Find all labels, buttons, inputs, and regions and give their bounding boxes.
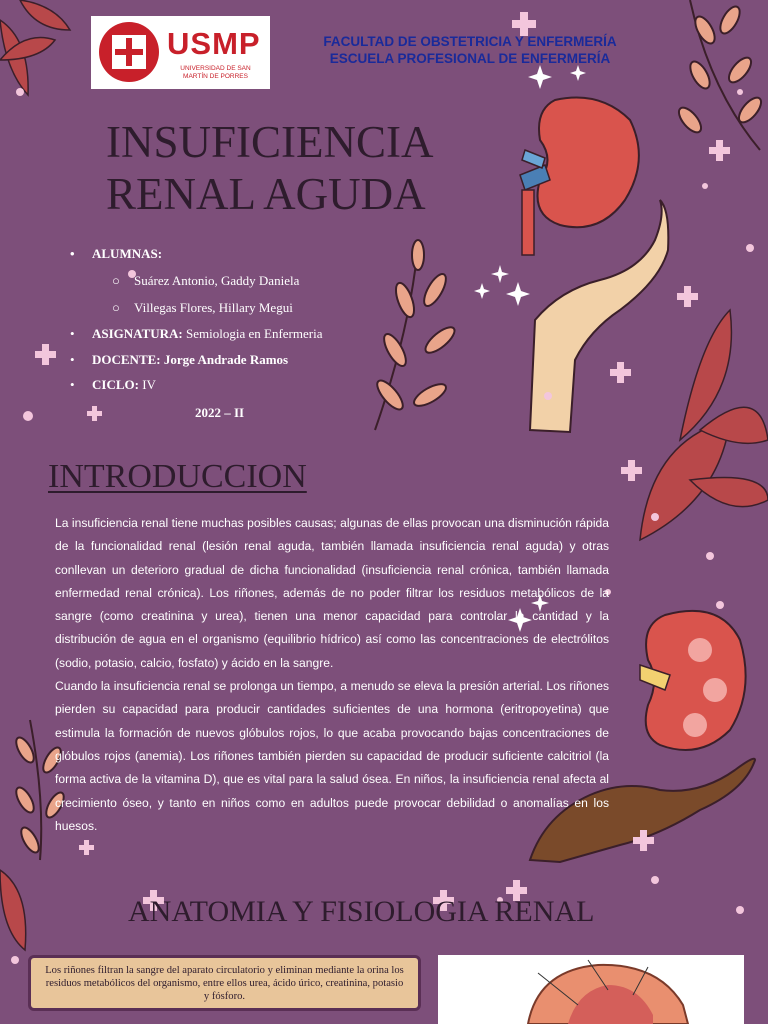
anatomy-heading: ANATOMIA Y FISIOLOGIA RENAL (128, 895, 595, 928)
kidney-cross-section-icon (640, 611, 746, 750)
students-label: ALUMNAS: (92, 246, 163, 261)
period: 2022 – II (195, 405, 245, 420)
subject-row: • ASIGNATURA: Semiologia en Enfermeria (70, 326, 323, 341)
branch-top-right-icon (675, 0, 765, 150)
subject-label: ASIGNATURA: (92, 326, 183, 341)
leaf-cluster-right-icon (640, 310, 768, 540)
intro-paragraph-1: La insuficiencia renal tiene muchas posibles causas; algunas de ellas provocan una disminución rápida de la funcionalidad renal (lesión renal aguda, también llamada insuficiencia renal aguda) y otras conllevan un deterioro gradual de dicha funcionalidad (insuficiencia renal crónica, también llamada enfermedad renal crónica). Los riñones, además de no poder filtrar los residuos metabólicos de la sangre (como creatinina y urea), tienen una menor capacidad para controlar la cantidad y la distribución de agua en el organismo (equilibrio hídrico) así como las concentraciones de electrólitos (sodio, potasio, calcio, fosfato) y ácido en la sangre. (55, 516, 609, 670)
teacher-row: • DOCENTE: Jorge Andrade Ramos (70, 352, 289, 367)
logo-brand: USMP (167, 26, 261, 61)
subject-value: Semiologia en Enfermeria (186, 326, 323, 341)
kidney-illustration-icon (520, 98, 639, 256)
page-title (106, 116, 466, 220)
cycle-row: • CICLO: IV (70, 377, 156, 392)
anatomy-text-box: Los riñones filtran la sangre del aparato circulatorio y eliminan mediante la orina los residuos metabólicos del organismo, entre ellos urea, ácido úrico, creatinina, potasio y fósforo. (28, 955, 421, 1011)
kidney-anatomy-image (438, 955, 744, 1024)
intro-heading: INTRODUCCION (48, 458, 307, 495)
teacher-label: DOCENTE: (92, 352, 161, 367)
students-label-row: • ALUMNAS: (70, 246, 163, 261)
title-line-2: RENAL AGUDA (106, 169, 426, 219)
logo-subtitle: UNIVERSIDAD DE SAN MARTÍN DE PORRES (180, 65, 251, 80)
title-line-1: INSUFICIENCIA (106, 117, 434, 167)
student-item: ○ Villegas Flores, Hillary Megui (112, 300, 293, 315)
student-name: Suárez Antonio, Gaddy Daniela (134, 273, 300, 288)
branch-middle-icon (373, 240, 458, 430)
leaf-cluster-top-left-icon (0, 0, 70, 95)
faculty-line: FACULTAD DE OBSTETRICIA Y ENFERMERÍA (323, 34, 617, 49)
student-item: ○ Suárez Antonio, Gaddy Daniela (112, 273, 300, 288)
kidney-anatomy-icon (438, 955, 744, 1024)
school-line: ESCUELA PROFESIONAL DE ENFERMERÍA (329, 51, 611, 66)
cycle-label: CICLO: (92, 377, 139, 392)
cycle-value: IV (142, 377, 156, 392)
intro-body (55, 512, 609, 838)
student-name: Villegas Flores, Hillary Megui (134, 300, 293, 315)
faculty-header (290, 33, 650, 67)
usmp-shield-icon (99, 22, 159, 82)
leaf-bottom-left-icon (0, 870, 26, 950)
intro-paragraph-2: Cuando la insuficiencia renal se prolonga un tiempo, a menudo se eleva la presión arterial. Los riñones pierden su capacidad para producir cantidades suficientes de una hormona (eritropoyetina) que estimula la formación de nuevos glóbulos rojos, lo que acaba provocando bajas concentraciones de glóbulos rojos (anemia). Los riñones también pierden su capacidad de producir suficiente calcitriol (la forma activa de la vitamina D), que es vital para la salud ósea. En niños, la insuficiencia renal afecta al crecimiento óseo, y tanto en niños como en adultos puede provocar debilidad o anomalías en los huesos. (55, 679, 609, 833)
teacher-value: Jorge Andrade Ramos (163, 352, 289, 367)
usmp-logo (91, 16, 270, 89)
